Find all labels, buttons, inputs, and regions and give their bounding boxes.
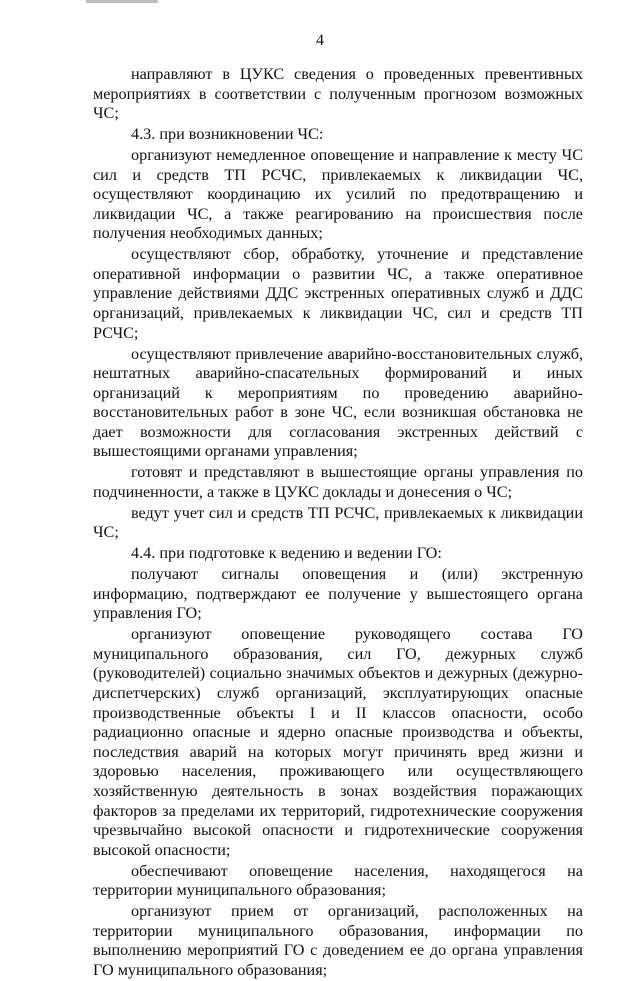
paragraph: организуют немедленное оповещение и направление к месту ЧС сил и средств ТП РСЧС, привлекаемых к ликвидации ЧС, осуществляют координацию их усилий по предотвращению и ликвидации ЧС, а также реагированию на происшествия после получения необходимых данных; (93, 145, 583, 243)
section-heading-4-4: 4.4. при подготовке к ведению и ведении ГО: (131, 544, 442, 563)
paragraph: осуществляют привлечение аварийно-восстановительных служб, нештатных аварийно-спасательных формирований и иных организаций к мероприятиям по проведению аварийно-восстановительных работ в зоне ЧС, если возникшая обстановка не дает возможности для согласования экстренных действий с вышестоящими органами управления; (93, 344, 583, 461)
top-edge-mark (86, 0, 158, 3)
paragraph: организуют оповещение руководящего состава ГО муниципального образования, сил ГО, дежурных служб (руководителей) социально значимых объектов и дежурных (дежурно-диспетчерских) служб организаций, эксплуатирующих опасные производственные объекты I и II классов опасности, особо радиационно опасные и ядерно опасные производства и объекты, последствия аварий на которых могут причинять вред жизни и здоровью населения, проживающего или осуществляющего хозяйственную деятельность в зонах воздействия поражающих факторов за пределами их территорий, гидротехнические сооружения чрезвычайно высокой опасности и гидротехнические сооружения высокой опасности; (93, 625, 583, 859)
page-number: 4 (316, 32, 324, 49)
paragraph: организуют прием от организаций, расположенных на территории муниципального образования, информации по выполнению мероприятий ГО с доведением ее до органа управления ГО муниципального образования; (93, 902, 583, 979)
paragraph: осуществляют сбор, обработку, уточнение и представление оперативной информации о развитии ЧС, а также оперативное управление действиями ДДС экстренных оперативных служб и ДДС организаций, привлекаемых к ликвидации ЧС, сил и средств ТП РСЧС; (93, 245, 583, 342)
paragraph: получают сигналы оповещения и (или) экстренную информацию, подтверждают ее получение у вышестоящего органа управления ГО; (93, 565, 583, 623)
document-body (93, 65, 583, 981)
paragraph: направляют в ЦУКС сведения о проведенных превентивных мероприятиях в соответствии с полученным прогнозом возможных ЧС; (93, 65, 583, 123)
paragraph: обеспечивают оповещение населения, находящегося на территории муниципального образования; (93, 861, 583, 900)
paragraph: ведут учет сил и средств ТП РСЧС, привлекаемых к ликвидации ЧС; (93, 503, 583, 542)
paragraph: готовят и представляют в вышестоящие органы управления по подчиненности, а также в ЦУКС доклады и донесения о ЧС; (93, 463, 583, 501)
section-heading-4-3: 4.3. при возникновении ЧС: (131, 125, 324, 144)
